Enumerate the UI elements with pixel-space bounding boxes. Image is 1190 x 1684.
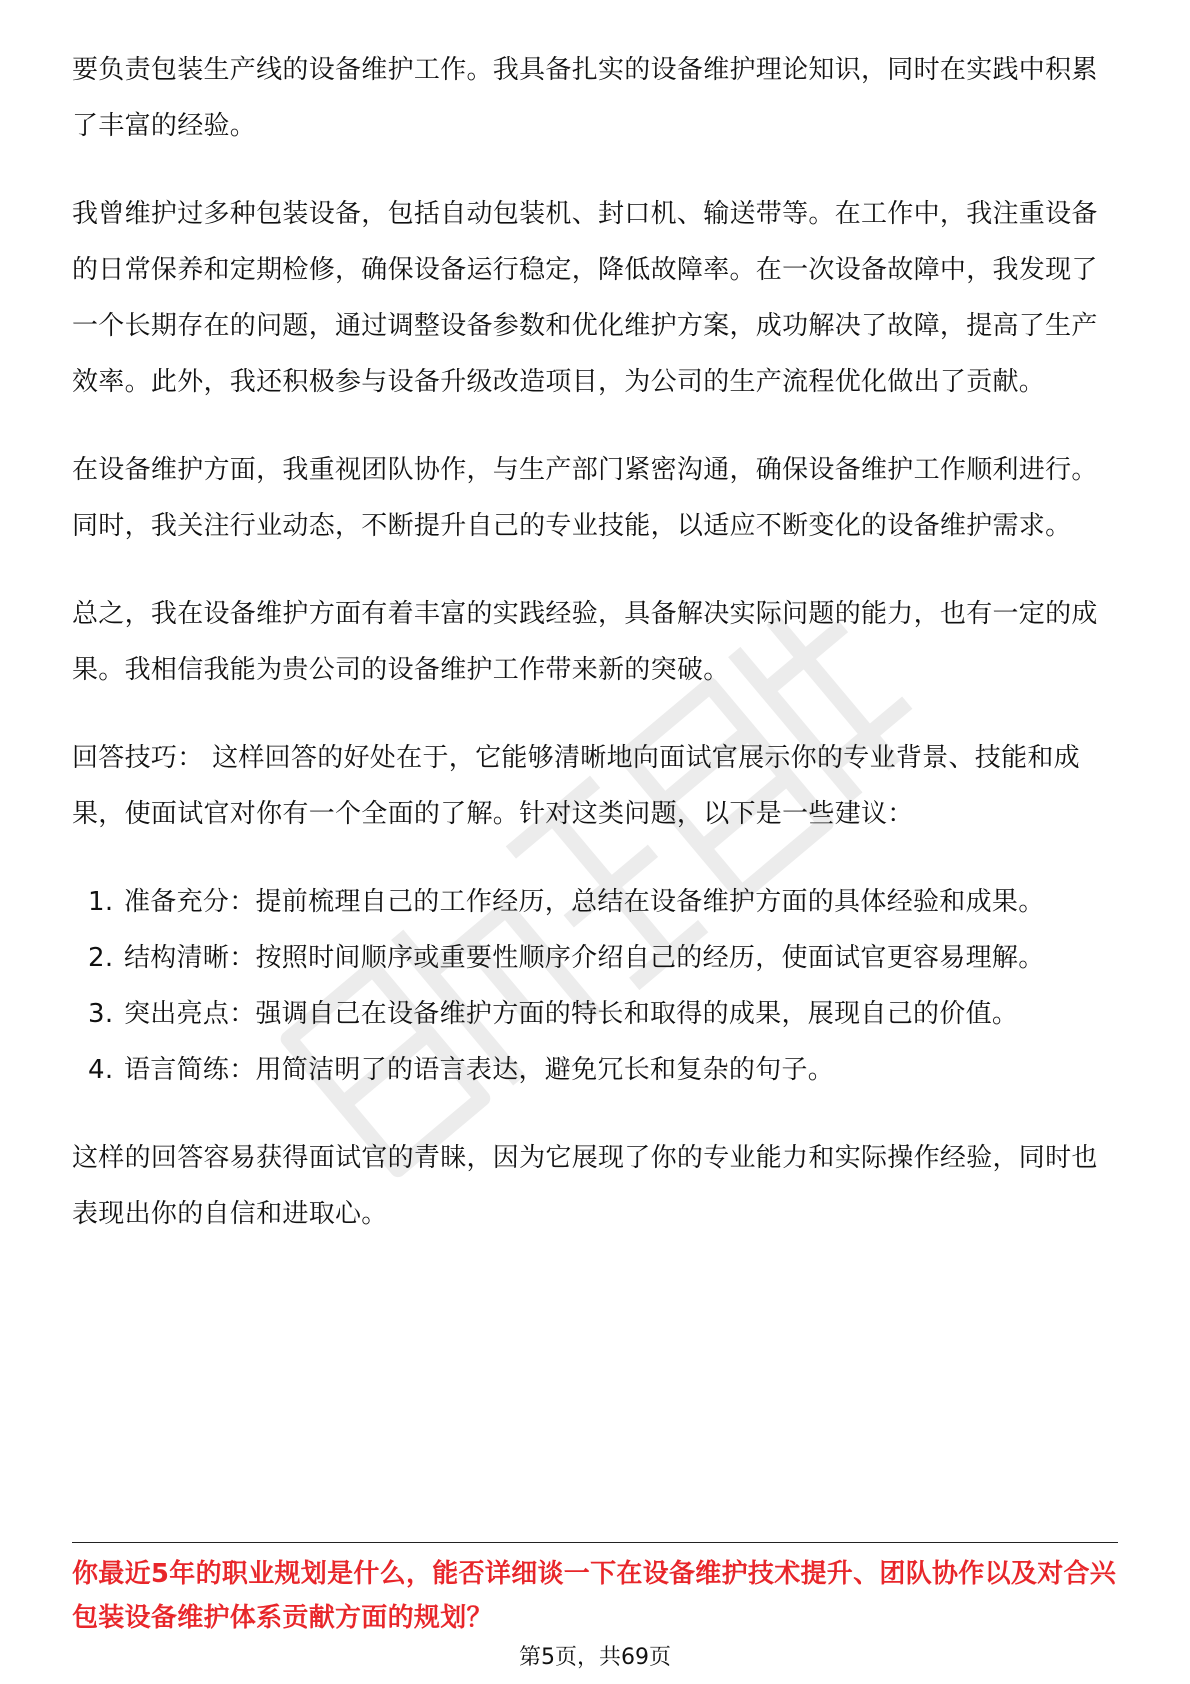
next-question-heading: 你最近5年的职业规划是什么，能否详细谈一下在设备维护技术提升、团队协作以及对合兴包装设备维护体系贡献方面的规划？ xyxy=(72,1559,1117,1633)
paragraph-teamwork: 在设备维护方面，我重视团队协作，与生产部门紧密沟通，确保设备维护工作顺利进行。同时，我关注行业动态，不断提升自己的专业技能，以适应不断变化的设备维护需求。 xyxy=(72,455,1098,541)
list-number: 4. xyxy=(88,1055,114,1085)
list-item xyxy=(72,930,1122,986)
page-number: 第5页，共69页 xyxy=(519,1645,671,1670)
list-item xyxy=(72,1042,1122,1098)
list-text: 突出亮点：强调自己在设备维护方面的特长和取得的成果，展现自己的价值。 xyxy=(124,999,1019,1029)
list-number: 3. xyxy=(88,999,114,1029)
section-divider xyxy=(72,1542,1118,1543)
tips-list xyxy=(72,874,1122,1098)
paragraph-intro: 要负责包装生产线的设备维护工作。我具备扎实的设备维护理论知识，同时在实践中积累了丰富的经验。 xyxy=(72,55,1098,141)
list-number: 1. xyxy=(88,887,114,917)
paragraph-experience: 我曾维护过多种包装设备，包括自动包装机、封口机、输送带等。在工作中，我注重设备的日常保养和定期检修，确保设备运行稳定，降低故障率。在一次设备故障中，我发现了一个长期存在的问题，通过调整设备参数和优化维护方案，成功解决了故障，提高了生产效率。此外，我还积极参与设备升级改造项目，为公司的生产流程优化做出了贡献。 xyxy=(72,199,1098,397)
list-text: 结构清晰：按照时间顺序或重要性顺序介绍自己的经历，使面试官更容易理解。 xyxy=(124,943,1045,973)
list-text: 语言简练：用简洁明了的语言表达，避免冗长和复杂的句子。 xyxy=(124,1055,835,1085)
list-text: 准备充分：提前梳理自己的工作经历，总结在设备维护方面的具体经验和成果。 xyxy=(124,887,1045,917)
paragraph-summary: 总之，我在设备维护方面有着丰富的实践经验，具备解决实际问题的能力，也有一定的成果。我相信我能为贵公司的设备维护工作带来新的突破。 xyxy=(72,599,1098,685)
paragraph-tips: 回答技巧： 这样回答的好处在于，它能够清晰地向面试官展示你的专业背景、技能和成果，使面试官对你有一个全面的了解。针对这类问题，以下是一些建议： xyxy=(72,743,1080,829)
paragraph-conclusion: 这样的回答容易获得面试官的青睐，因为它展现了你的专业能力和实际操作经验，同时也表现出你的自信和进取心。 xyxy=(72,1143,1098,1229)
list-number: 2. xyxy=(88,943,114,973)
list-item xyxy=(72,874,1122,930)
document-body xyxy=(72,42,1122,1274)
list-item xyxy=(72,986,1122,1042)
